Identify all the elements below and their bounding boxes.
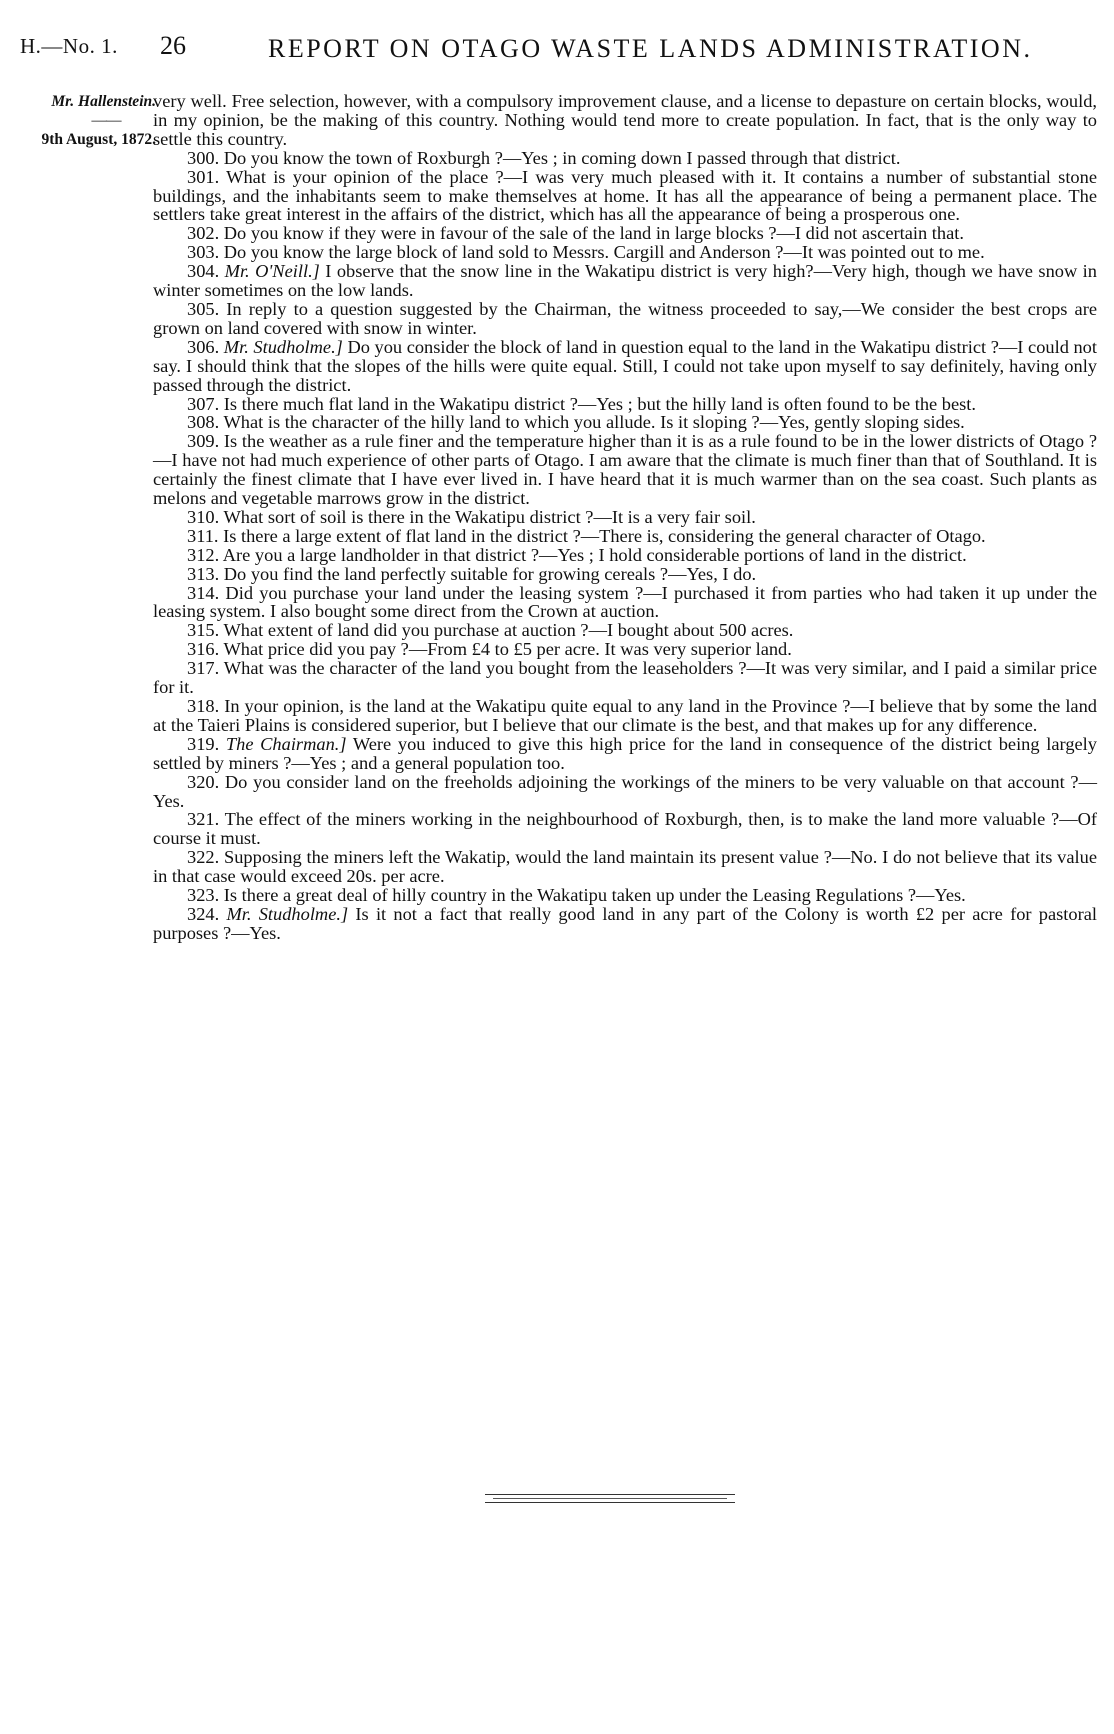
question-text: 317. What was the character of the land you bought from the leaseholders ?—It was very similar, and I paid a similar price for it. — [153, 658, 1097, 698]
question-text: Were you induced to give this high price for the land in consequence of the district being largely settled by miners ?—Yes ; and a general population too. — [153, 733, 1097, 773]
question-paragraph — [153, 527, 1097, 546]
margin-dash: —— — [91, 112, 121, 129]
question-paragraph — [153, 621, 1097, 640]
question-number: 304. — [187, 261, 220, 282]
question-text: 313. Do you find the land perfectly suitable for growing cereals ?—Yes, I do. — [187, 563, 757, 584]
question-paragraph — [153, 149, 1097, 168]
question-paragraph — [153, 886, 1097, 905]
page-number: 26 — [160, 31, 186, 60]
question-number: 306. — [187, 336, 220, 357]
question-paragraph — [153, 848, 1097, 886]
question-text: 305. In reply to a question suggested by the Chairman, the witness proceeded to say,—We consider the best crops are grown on land covered with snow in winter. — [153, 298, 1097, 338]
question-text: I observe that the snow line in the Wakatipu district is very high?—Very high, though we have snow in winter sometimes on the low lands. — [153, 261, 1097, 301]
question-paragraph — [153, 338, 1097, 395]
speaker-label: The Chairman.] — [225, 733, 347, 754]
question-paragraph — [153, 262, 1097, 300]
question-paragraph — [153, 565, 1097, 584]
question-paragraph — [153, 773, 1097, 811]
question-text: 307. Is there much flat land in the Wakatipu district ?—Yes ; but the hilly land is often found to be the best. — [187, 393, 977, 414]
speaker-label: Mr. O'Neill.] — [224, 261, 320, 282]
question-paragraph — [153, 640, 1097, 659]
question-number: 319. — [187, 733, 220, 754]
question-number: 324. — [187, 903, 220, 924]
question-text: 301. What is your opinion of the place ?—I was very much pleased with it. It contains a number of substantial stone buildings, and the inhabitants seem to make themselves at home. It has all the appearance of being a permanent place. The settlers take great interest in the affairs of the district, which has all the appearance of being a prosperous one. — [153, 166, 1097, 225]
question-paragraph — [153, 224, 1097, 243]
question-text: 315. What extent of land did you purchase at auction ?—I bought about 500 acres. — [187, 620, 794, 641]
question-text: Is it not a fact that really good land in any part of the Colony is worth £2 per acre for pastoral purposes ?—Yes. — [153, 903, 1098, 943]
question-paragraph — [153, 168, 1097, 225]
question-paragraph — [153, 697, 1097, 735]
page-title: REPORT ON OTAGO WASTE LANDS ADMINISTRATION. — [268, 34, 1033, 63]
question-text: 300. Do you know the town of Roxburgh ?—Yes ; in coming down I passed through that district. — [187, 147, 901, 168]
margin-note — [6, 92, 156, 149]
question-paragraph — [153, 735, 1097, 773]
question-text: 318. In your opinion, is the land at the Wakatipu quite equal to any land in the Province ?—I believe that by some the land at the Taieri Plains is considered superior, but I believe that our climate is the best, and that makes up for any difference. — [153, 696, 1097, 735]
question-paragraph — [153, 432, 1097, 508]
question-paragraph — [153, 905, 1097, 943]
question-text: Do you consider the block of land in question equal to the land in the Wakatipu district ?—I could not say. I should think that the slopes of the hills were quite equal. Still, I could not take upon myself to say definitely, having only passed through the district. — [153, 336, 1097, 395]
question-paragraph — [153, 243, 1097, 262]
paper-code: H.—No. 1. — [20, 34, 118, 58]
question-text: 312. Are you a large landholder in that district ?—Yes ; I hold considerable portions of land in the district. — [187, 544, 967, 565]
question-text: 310. What sort of soil is there in the Wakatipu district ?—It is a very fair soil. — [187, 506, 756, 527]
question-paragraph — [153, 584, 1097, 622]
question-text: 322. Supposing the miners left the Wakatip, would the land maintain its present value ?—No. I do not believe that its value in that case would exceed 20s. per acre. — [153, 847, 1097, 887]
question-paragraph — [153, 395, 1097, 414]
question-text: 314. Did you purchase your land under the leasing system ?—I purchased it from parties who had taken it up under the leasing system. I also bought some direct from the Crown at auction. — [153, 582, 1097, 622]
question-text: 323. Is there a great deal of hilly country in the Wakatipu taken up under the Leasing Regulations ?—Yes. — [187, 885, 966, 906]
speaker-label: Mr. Studholme.] — [226, 903, 349, 924]
witness-name: Mr. Hallenstein. — [51, 93, 156, 110]
question-list — [153, 149, 1097, 943]
question-text: 320. Do you consider land on the freeholds adjoining the workings of the miners to be very valuable on that account ?—Yes. — [153, 771, 1097, 811]
hearing-date: 9th August, 1872. — [41, 131, 156, 148]
page-header — [20, 31, 1100, 74]
opening-paragraph: very well. Free selection, however, with a compulsory improvement clause, and a license to depasture on certain blocks, would, in my opinion, be the making of this country. Nothing would tend more to create population. In fact, that is the only way to settle this country. — [153, 91, 1097, 149]
end-rule — [485, 1494, 735, 1503]
question-text: 308. What is the character of the hilly land to which you allude. Is it sloping ?—Yes, gently sloping sides. — [187, 412, 965, 433]
speaker-label: Mr. Studholme.] — [223, 336, 343, 357]
question-text: 303. Do you know the large block of land sold to Messrs. Cargill and Anderson ?—It was pointed out to me. — [187, 242, 985, 263]
question-paragraph — [153, 413, 1097, 432]
question-text: 316. What price did you pay ?—From £4 to £5 per acre. It was very superior land. — [187, 639, 792, 660]
question-text: 302. Do you know if they were in favour of the sale of the land in large blocks ?—I did not ascertain that. — [187, 223, 964, 244]
question-paragraph — [153, 546, 1097, 565]
question-paragraph — [153, 300, 1097, 338]
question-paragraph — [153, 508, 1097, 527]
question-text: 311. Is there a large extent of flat land in the district ?—There is, considering the general character of Otago. — [187, 525, 986, 546]
question-text: 321. The effect of the miners working in the neighbourhood of Roxburgh, then, is to make the land more valuable ?—Of course it must. — [153, 809, 1097, 849]
evidence-body — [153, 92, 1097, 943]
question-paragraph — [153, 810, 1097, 848]
question-text: 309. Is the weather as a rule finer and the temperature higher than it is as a rule found to be in the lower districts of Otago ?—I have not had much experience of other parts of Otago. I am aware that the climate is much finer than that of Southland. It is certainly the finest climate that I have ever lived in. I have heard that it is much warmer than on the sea coast. Such plants as melons and vegetable marrows grow in the district. — [153, 431, 1097, 509]
question-paragraph — [153, 659, 1097, 697]
